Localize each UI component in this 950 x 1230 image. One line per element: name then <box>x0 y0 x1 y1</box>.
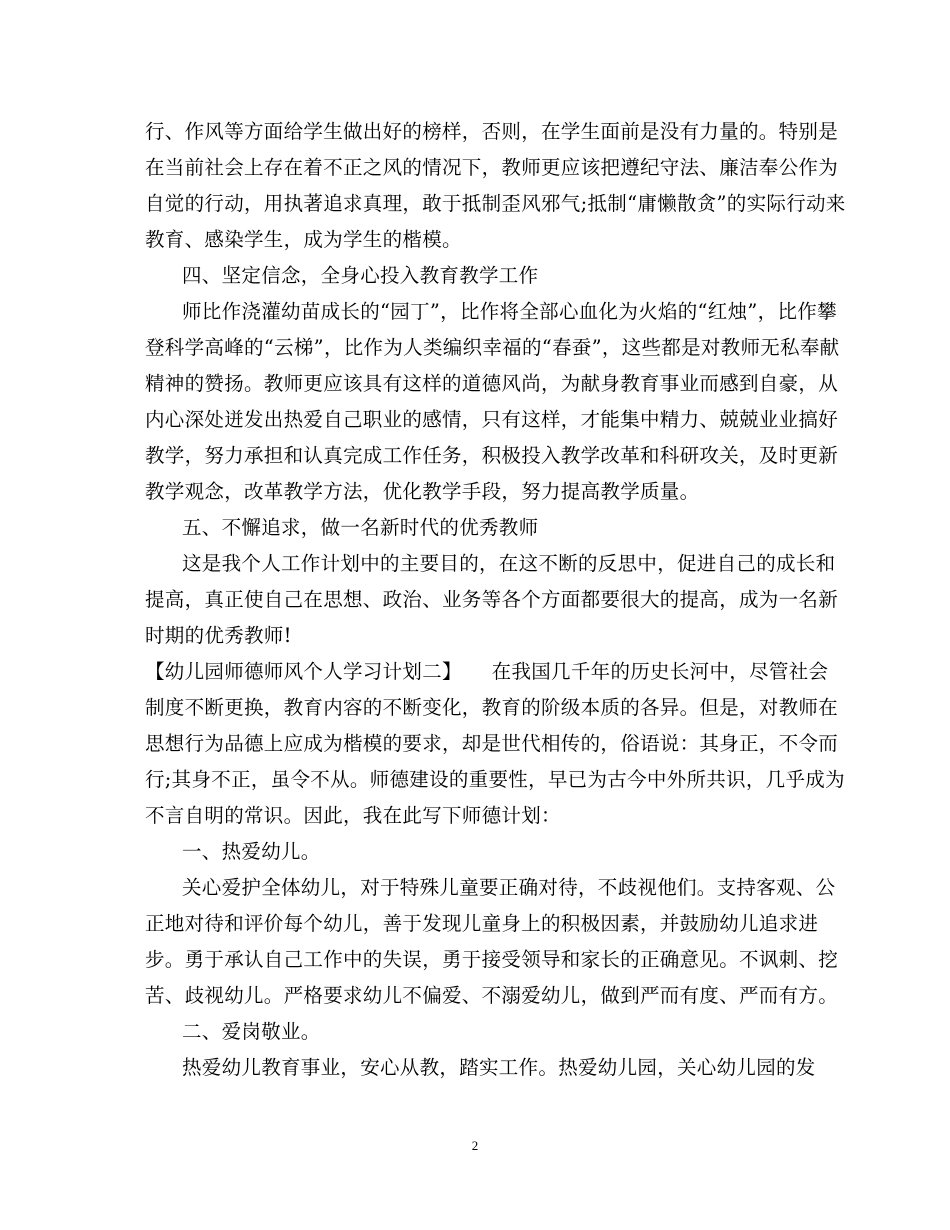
body-text-line: 行;其身不正，虽令不从。师德建设的重要性，早已为古今中外所共识，几乎成为 <box>145 768 845 791</box>
body-text-line: 制度不断更换，教育内容的不断变化，教育的阶级本质的各异。但是，对教师在 <box>145 696 839 719</box>
plan-title-line: 【幼儿园师德师风个人学习计划二】 在我国几千年的历史长河中，尽管社会 <box>145 660 829 683</box>
body-text-line: 思想行为品德上应成为楷模的要求，却是世代相传的，俗语说：其身正，不令而 <box>145 732 839 755</box>
body-text-line: 师比作浇灌幼苗成长的“园丁”，比作将全部心血化为火焰的“红烛”，比作攀 <box>182 300 837 323</box>
body-text-line: 热爱幼儿教育事业，安心从教，踏实工作。热爱幼儿园，关心幼儿园的发 <box>182 1056 816 1079</box>
body-text-line: 这是我个人工作计划中的主要目的，在这不断的反思中，促进自己的成长和 <box>182 552 836 575</box>
body-text-line: 教育、感染学生，成为学生的楷模。 <box>145 228 462 251</box>
body-text-line: 精神的赞扬。教师更应该具有这样的道德风尚，为献身教育事业而感到自豪，从 <box>145 372 839 395</box>
body-text-line: 行、作风等方面给学生做出好的榜样，否则，在学生面前是没有力量的。特别是 <box>145 120 839 143</box>
body-text-line: 时期的优秀教师! <box>145 624 292 647</box>
section-heading: 一、热爱幼儿。 <box>182 840 321 863</box>
section-heading: 四、坚定信念，全身心投入教育教学工作 <box>182 264 539 287</box>
page-number: 2 <box>471 1138 479 1153</box>
body-text-line: 教学，努力承担和认真完成工作任务，积极投入教学改革和科研攻关，及时更新 <box>145 444 839 467</box>
section-heading: 五、不懈追求，做一名新时代的优秀教师 <box>182 516 539 539</box>
section-heading: 二、爱岗敬业。 <box>182 1020 321 1043</box>
body-text-line: 不言自明的常识。因此，我在此写下师德计划： <box>145 804 561 827</box>
body-text-line: 步。勇于承认自己工作中的失误，勇于接受领导和家长的正确意见。不讽刺、挖 <box>145 948 839 971</box>
body-text-line: 正地对待和评价每个幼儿，善于发现儿童身上的积极因素，并鼓励幼儿追求进 <box>145 912 819 935</box>
body-text-line: 在当前社会上存在着不正之风的情况下，教师更应该把遵纪守法、廉洁奉公作为 <box>145 156 839 179</box>
body-text-line: 自觉的行动，用执著追求真理，敢于抵制歪风邪气;抵制“庸懒散贪”的实际行动来 <box>145 192 846 215</box>
body-text-line: 提高，真正使自己在思想、政治、业务等各个方面都要很大的提高，成为一名新 <box>145 588 839 611</box>
body-text-line: 关心爱护全体幼儿，对于特殊儿童要正确对待，不歧视他们。支持客观、公 <box>182 876 836 899</box>
body-text-line: 苦、歧视幼儿。严格要求幼儿不偏爱、不溺爱幼儿，做到严而有度、严而有方。 <box>145 984 839 1007</box>
body-text-line: 内心深处迸发出热爱自己职业的感情，只有这样，才能集中精力、兢兢业业搞好 <box>145 408 839 431</box>
body-text-line: 教学观念，改革教学方法，优化教学手段，努力提高教学质量。 <box>145 480 700 503</box>
body-text-line: 登科学高峰的“云梯”，比作为人类编织幸福的“春蚕”，这些都是对教师无私奉献 <box>145 336 840 359</box>
